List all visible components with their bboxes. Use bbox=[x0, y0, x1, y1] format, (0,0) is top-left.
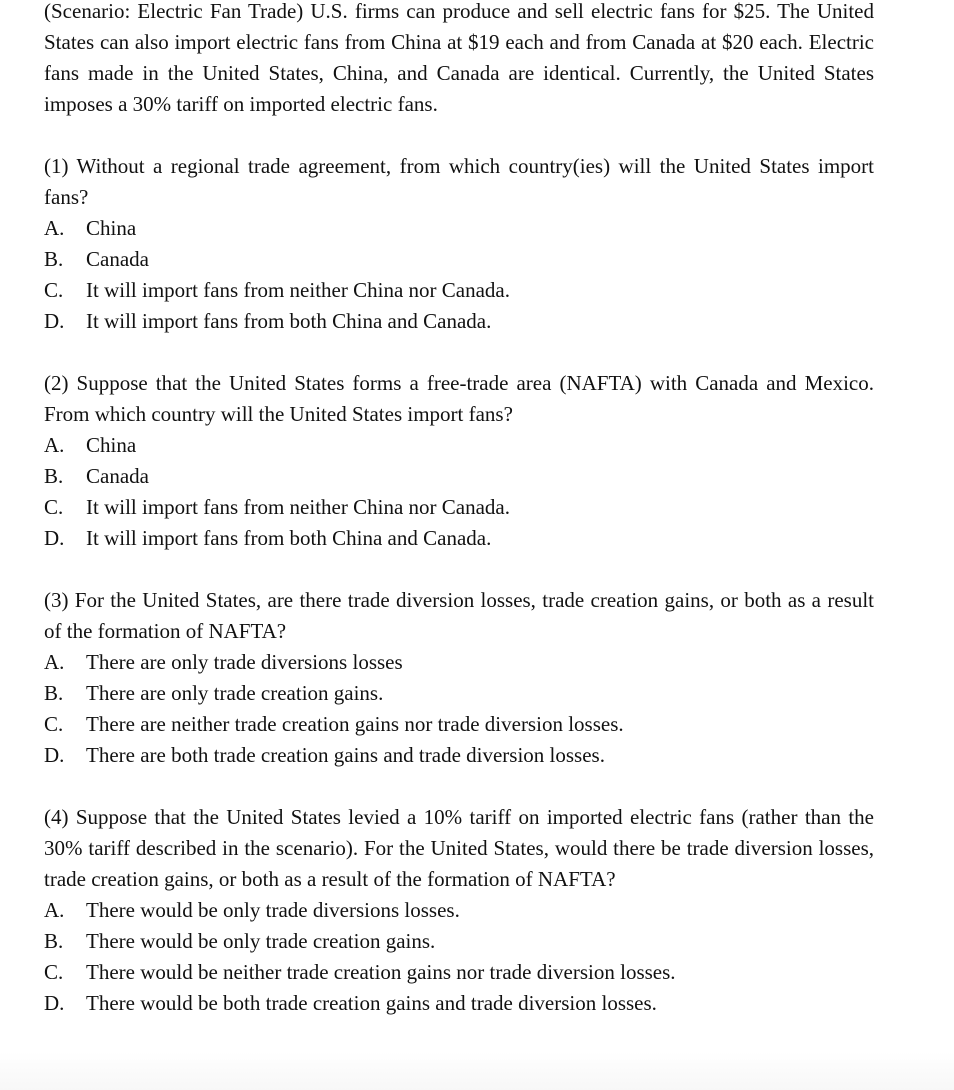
option-letter: C. bbox=[44, 278, 64, 302]
spacer bbox=[44, 554, 874, 585]
option-c[interactable] bbox=[44, 957, 874, 988]
question-prompt: (1) Without a regional trade agreement, from which country(ies) will the United States import fans? bbox=[44, 154, 874, 209]
question-prompt: (4) Suppose that the United States levied a 10% tariff on imported electric fans (rather than the 30% tariff described in the scenario). For the United States, would there be trade diversion losses, trade creation gains, or both as a result of the formation of NAFTA? bbox=[44, 805, 874, 891]
option-text: China bbox=[86, 433, 137, 457]
option-text: There are both trade creation gains and trade diversion losses. bbox=[86, 743, 605, 767]
spacer bbox=[44, 337, 874, 368]
spacer bbox=[44, 120, 874, 151]
option-letter: A. bbox=[44, 216, 65, 240]
question-2 bbox=[44, 368, 874, 554]
option-text: There would be neither trade creation gains nor trade diversion losses. bbox=[86, 960, 676, 984]
question-1 bbox=[44, 151, 874, 337]
page-bottom-band bbox=[0, 1052, 954, 1090]
option-text: It will import fans from both China and Canada. bbox=[86, 309, 492, 333]
option-text: China bbox=[86, 216, 137, 240]
option-a[interactable] bbox=[44, 213, 874, 244]
option-letter: A. bbox=[44, 650, 65, 674]
option-d[interactable] bbox=[44, 740, 874, 771]
document-content bbox=[44, 0, 874, 1019]
option-text: There are only trade diversions losses bbox=[86, 650, 403, 674]
option-text: There are neither trade creation gains nor trade diversion losses. bbox=[86, 712, 624, 736]
option-a[interactable] bbox=[44, 647, 874, 678]
option-letter: B. bbox=[44, 929, 64, 953]
option-d[interactable] bbox=[44, 523, 874, 554]
option-letter: D. bbox=[44, 991, 65, 1015]
option-text: It will import fans from neither China nor Canada. bbox=[86, 495, 510, 519]
spacer bbox=[44, 771, 874, 802]
scenario-text: (Scenario: Electric Fan Trade) U.S. firms can produce and sell electric fans for $25. The United States can also import electric fans from China at $19 each and from Canada at $20 each. Electric fans made in the United States, China, and Canada are identical. Currently, the United States imposes a 30% tariff on imported electric fans. bbox=[44, 0, 874, 116]
option-text: There would be only trade diversions losses. bbox=[86, 898, 460, 922]
option-text: There are only trade creation gains. bbox=[86, 681, 384, 705]
option-letter: D. bbox=[44, 309, 65, 333]
option-letter: B. bbox=[44, 464, 64, 488]
option-text: There would be both trade creation gains and trade diversion losses. bbox=[86, 991, 657, 1015]
option-d[interactable] bbox=[44, 988, 874, 1019]
option-letter: A. bbox=[44, 433, 65, 457]
option-c[interactable] bbox=[44, 492, 874, 523]
option-b[interactable] bbox=[44, 926, 874, 957]
option-letter: C. bbox=[44, 960, 64, 984]
question-4 bbox=[44, 802, 874, 1019]
option-text: It will import fans from neither China nor Canada. bbox=[86, 278, 510, 302]
option-b[interactable] bbox=[44, 678, 874, 709]
option-a[interactable] bbox=[44, 430, 874, 461]
question-prompt: (3) For the United States, are there trade diversion losses, trade creation gains, or both as a result of the formation of NAFTA? bbox=[44, 588, 874, 643]
option-d[interactable] bbox=[44, 306, 874, 337]
option-letter: B. bbox=[44, 247, 64, 271]
option-letter: C. bbox=[44, 495, 64, 519]
option-text: There would be only trade creation gains. bbox=[86, 929, 436, 953]
option-a[interactable] bbox=[44, 895, 874, 926]
question-3 bbox=[44, 585, 874, 771]
option-letter: C. bbox=[44, 712, 64, 736]
option-letter: D. bbox=[44, 526, 65, 550]
option-letter: A. bbox=[44, 898, 65, 922]
option-text: Canada bbox=[86, 464, 149, 488]
question-prompt: (2) Suppose that the United States forms a free-trade area (NAFTA) with Canada and Mexico. From which country will the United States import fans? bbox=[44, 371, 874, 426]
option-c[interactable] bbox=[44, 709, 874, 740]
option-b[interactable] bbox=[44, 244, 874, 275]
option-c[interactable] bbox=[44, 275, 874, 306]
option-text: It will import fans from both China and Canada. bbox=[86, 526, 492, 550]
option-b[interactable] bbox=[44, 461, 874, 492]
option-letter: B. bbox=[44, 681, 64, 705]
option-letter: D. bbox=[44, 743, 65, 767]
option-text: Canada bbox=[86, 247, 149, 271]
